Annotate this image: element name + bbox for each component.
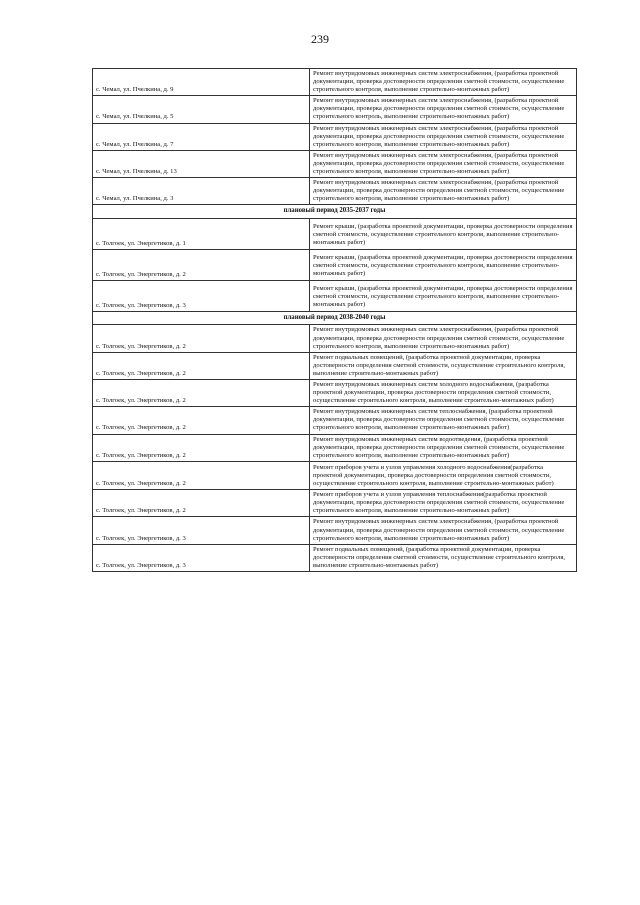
section-header-row [93, 312, 577, 325]
address-cell: с. Чемал, ул. Пчелкина, д. 5 [93, 96, 310, 123]
work-description-cell: Ремонт внутридомовых инженерных систем электроснабжения, (разработка проектной документации, проверка достоверности определения сметной стоимости, осуществление строительного контроль, выполнение строительно-монтажных работ) [310, 96, 577, 123]
address-cell: с. Чемал, ул. Пчелкина, д. 13 [93, 150, 310, 177]
address-cell: с. Толгоек, ул. Энергетиков, д. 3 [93, 544, 310, 571]
work-description-cell: Ремонт внутридомовых инженерных систем электроснабжения, (разработка проектной документации, проверка достоверности определения сметной стоимости, осуществление строительного контроля, выполнение строительно-монтажных работ) [310, 123, 577, 150]
work-description-cell: Ремонт приборов учета и узлов управления холодного водоснабжения(разработка проектной документации, проверка достоверности определения сметной стоимости, осуществление строительного контроля, выполнение строительно-монтажных работ) [310, 461, 577, 489]
table-row [93, 281, 577, 312]
table-row [93, 461, 577, 489]
table-row [93, 150, 577, 177]
address-cell: с. Толгоек, ул. Энергетиков, д. 2 [93, 380, 310, 407]
address-cell: с. Толгоек, ул. Энергетиков, д. 3 [93, 517, 310, 544]
work-description-cell: Ремонт внутридомовых инженерных систем холодного водоснабжения, (разработка проектной документации, проверка достоверности определения сметной стоимости, осуществление строительного контроля, выполнение строительно-монтажных работ) [310, 380, 577, 407]
table-row [93, 69, 577, 96]
table-row [93, 325, 577, 352]
table-row [93, 490, 577, 517]
address-cell: с. Толгоек, ул. Энергетиков, д. 2 [93, 461, 310, 489]
address-cell: с. Толгоек, ул. Энергетиков, д. 2 [93, 325, 310, 352]
work-description-cell: Ремонт приборов учета и узлов управления теплоснабжения(разработка проектной документации, проверка достоверности определения сметной стоимости, осуществление строительного контроля, выполнение строительно-монтажных работ) [310, 490, 577, 517]
table-row [93, 407, 577, 434]
work-description-cell: Ремонт крыши, (разработка проектной документации, проверка достоверности определения сметной стоимости, осуществление строительного контроля, выполнение строительно-монтажных работ) [310, 249, 577, 280]
table-row [93, 249, 577, 280]
address-cell: с. Чемал, ул. Пчелкина, д. 9 [93, 69, 310, 96]
address-cell: с. Чемал, ул. Пчелкина, д. 3 [93, 178, 310, 205]
work-description-cell: Ремонт крыши, (разработка проектной документации, проверка достоверности определения сметной стоимости, осуществление строительного контроля, выполнение строительно-монтажных работ) [310, 281, 577, 312]
work-description-cell: Ремонт внутридомовых инженерных систем электроснабжения, (разработка проектной документации, проверка достоверности определения сметной стоимости, осуществление строительного контроля, выполнение строительно-монтажных работ) [310, 517, 577, 544]
table-row [93, 517, 577, 544]
table-row [93, 352, 577, 379]
work-description-cell: Ремонт внутридомовых инженерных систем электроснабжения, (разработка проектной документации, проверка достоверности определения сметной стоимости, осуществление строительного контроля, выполнение строительно-монтажных работ) [310, 325, 577, 352]
work-description-cell: Ремонт внутридомовых инженерных систем электроснабжения, (разработка проектной документации, проверка достоверности определения сметной стоимости, осуществление строительного контроля, выполнение строительно-монтажных работ) [310, 150, 577, 177]
work-description-cell: Ремонт подвальных помещений, (разработка проектной документации, проверка достоверности определения сметной стоимости, осуществление строительного контроля, выполнение строительно-монтажных работ) [310, 544, 577, 571]
table-row [93, 123, 577, 150]
address-cell: с. Толгоек, ул. Энергетиков, д. 2 [93, 434, 310, 461]
address-cell: с. Толгоек, ул. Энергетиков, д. 2 [93, 352, 310, 379]
section-header-row [93, 205, 577, 218]
works-table-body [93, 69, 577, 572]
works-table [92, 68, 577, 572]
section-title: плановый период 2035-2037 годы [93, 205, 577, 218]
work-description-cell: Ремонт внутридомовых инженерных систем теплоснабжения, (разработка проектной документации, проверка достоверности определения сметной стоимости, осуществление строительного контроля, выполнение строительно-монтажных работ) [310, 407, 577, 434]
address-cell: с. Чемал, ул. Пчелкина, д. 7 [93, 123, 310, 150]
work-description-cell: Ремонт внутридомовых инженерных систем электроснабжения, (разработка проектной документации, проверка достоверности определения сметной стоимости, осуществление строительного контроля, выполнение строительно-монтажных работ) [310, 178, 577, 205]
work-description-cell: Ремонт подвальных помещений, (разработка проектной документации, проверка достоверности определения сметной стоимости, осуществление строительного контроля, выполнение строительно-монтажных работ) [310, 352, 577, 379]
table-row [93, 218, 577, 249]
work-description-cell: Ремонт внутридомовых инженерных систем электроснабжения, (разработка проектной документации, проверка достоверности определения сметной стоимости, осуществление строительного контроля, выполнение строительно-монтажных работ) [310, 69, 577, 96]
table-row [93, 96, 577, 123]
section-title: плановый период 2038-2040 годы [93, 312, 577, 325]
work-description-cell: Ремонт внутридомовых инженерных систем водоотведения, (разработка проектной документации, проверка достоверности определения сметной стоимости, осуществление строительного контроля, выполнение строительно-монтажных работ) [310, 434, 577, 461]
address-cell: с. Толгоек, ул. Энергетиков, д. 1 [93, 218, 310, 249]
table-row [93, 178, 577, 205]
table-row [93, 544, 577, 571]
table-row [93, 434, 577, 461]
address-cell: с. Толгоек, ул. Энергетиков, д. 2 [93, 407, 310, 434]
address-cell: с. Толгоек, ул. Энергетиков, д. 2 [93, 249, 310, 280]
page-number: 239 [311, 32, 329, 46]
address-cell: с. Толгоек, ул. Энергетиков, д. 2 [93, 490, 310, 517]
address-cell: с. Толгоек, ул. Энергетиков, д. 3 [93, 281, 310, 312]
work-description-cell: Ремонт крыши, (разработка проектной документации, проверка достоверности определения сметной стоимости, осуществление строительного контроля, выполнение строительно-монтажных работ) [310, 218, 577, 249]
table-row [93, 380, 577, 407]
